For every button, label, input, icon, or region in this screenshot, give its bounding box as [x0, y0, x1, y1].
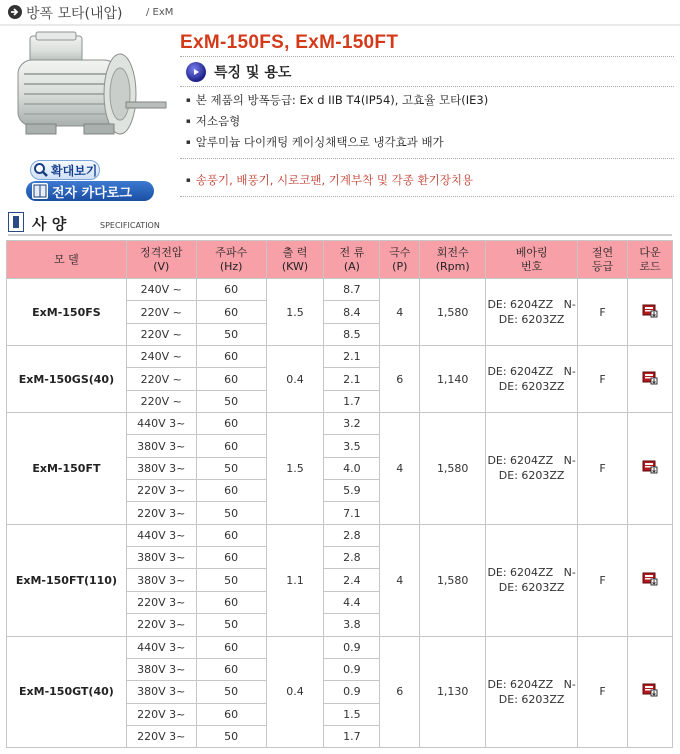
voltage-cell: 380V 3~	[126, 435, 196, 457]
frequency-cell: 50	[196, 457, 266, 479]
download-icon[interactable]	[642, 304, 658, 318]
e-catalog-label: 전자 카다로그	[52, 185, 132, 201]
column-header-unit: (V)	[153, 259, 170, 273]
current-cell: 2.1	[324, 368, 380, 390]
insulation-cell: F	[578, 279, 628, 346]
column-header-unit: 로드	[639, 259, 661, 273]
bearing-cell	[486, 346, 578, 413]
feature-item: ▪ 저소음형	[186, 113, 488, 134]
column-header-label: 출 력	[282, 245, 308, 259]
bearing-line: DE: 6203ZZ	[498, 469, 565, 483]
zoom-button-label: 확대보기	[51, 163, 98, 178]
download-icon[interactable]	[642, 683, 658, 697]
voltage-cell: 440V 3~	[126, 413, 196, 435]
model-cell: ExM-150FT	[7, 413, 127, 525]
product-image	[8, 30, 168, 170]
poles-cell: 6	[380, 346, 420, 413]
column-header-label: 주파수	[215, 245, 248, 259]
poles-cell: 4	[380, 524, 420, 636]
voltage-cell: 380V 3~	[126, 457, 196, 479]
current-cell: 3.5	[324, 435, 380, 457]
current-cell: 0.9	[324, 658, 380, 680]
bearing-cell	[486, 636, 578, 748]
e-catalog-button[interactable]	[26, 181, 154, 201]
current-cell: 5.9	[324, 480, 380, 502]
frequency-cell: 60	[196, 524, 266, 546]
frequency-cell: 60	[196, 547, 266, 569]
download-icon[interactable]	[642, 460, 658, 474]
column-header	[380, 241, 420, 279]
column-header-unit: (P)	[392, 259, 408, 273]
frequency-cell: 60	[196, 301, 266, 323]
rpm-cell: 1,580	[420, 524, 486, 636]
voltage-cell: 220V ~	[126, 323, 196, 345]
output-cell: 1.1	[266, 524, 324, 636]
voltage-cell: 220V 3~	[126, 502, 196, 524]
voltage-cell: 380V 3~	[126, 681, 196, 703]
voltage-cell: 220V 3~	[126, 725, 196, 747]
poles-cell: 4	[380, 279, 420, 346]
bearing-line: DE: 6204ZZ N-	[487, 298, 576, 312]
model-cell: ExM-150GS(40)	[7, 346, 127, 413]
download-icon[interactable]	[642, 572, 658, 586]
download-icon[interactable]	[642, 371, 658, 385]
column-header-label: 다운	[639, 245, 661, 259]
spec-title: 사 양	[32, 215, 67, 233]
frequency-cell: 60	[196, 279, 266, 301]
column-header-label: 절연	[591, 245, 614, 259]
page-header	[0, 0, 680, 26]
poles-cell: 4	[380, 413, 420, 525]
current-cell: 2.8	[324, 547, 380, 569]
bearing-cell	[486, 524, 578, 636]
current-cell: 0.9	[324, 636, 380, 658]
bearing-line: DE: 6204ZZ N-	[487, 566, 576, 580]
bearing-line: DE: 6203ZZ	[498, 380, 565, 394]
column-header-unit: (KW)	[281, 259, 309, 273]
output-cell: 1.5	[266, 279, 324, 346]
table-row	[7, 413, 673, 435]
output-cell: 0.4	[266, 346, 324, 413]
spec-title-en: SPECIFICATION	[100, 221, 160, 230]
spec-table	[6, 240, 673, 748]
bearing-line: DE: 6203ZZ	[498, 581, 565, 595]
voltage-cell: 380V 3~	[126, 569, 196, 591]
voltage-cell: 440V 3~	[126, 636, 196, 658]
breadcrumb: / ExM	[146, 7, 174, 18]
current-cell: 8.7	[324, 279, 380, 301]
model-cell: ExM-150FT(110)	[7, 524, 127, 636]
download-cell	[628, 636, 673, 748]
output-cell: 0.4	[266, 636, 324, 748]
rpm-cell: 1,130	[420, 636, 486, 748]
rpm-cell: 1,580	[420, 279, 486, 346]
zoom-button[interactable]	[30, 160, 100, 180]
current-cell: 2.1	[324, 346, 380, 368]
bearing-line: DE: 6203ZZ	[498, 692, 565, 706]
model-cell: ExM-150FS	[7, 279, 127, 346]
frequency-cell: 60	[196, 346, 266, 368]
column-header-unit: 번호	[521, 259, 543, 273]
bearing-line: DE: 6204ZZ N-	[487, 365, 576, 379]
column-header-unit: (Hz)	[219, 259, 243, 273]
column-header	[7, 241, 127, 279]
divider	[180, 86, 674, 87]
insulation-cell: F	[578, 524, 628, 636]
voltage-cell: 220V 3~	[126, 614, 196, 636]
current-cell: 3.2	[324, 413, 380, 435]
bearing-cell	[486, 413, 578, 525]
bearing-line: DE: 6204ZZ N-	[487, 454, 576, 468]
column-header-label: 정격전압	[140, 245, 183, 259]
current-cell: 4.4	[324, 591, 380, 613]
divider	[180, 56, 674, 57]
voltage-cell: 220V ~	[126, 368, 196, 390]
frequency-cell: 60	[196, 703, 266, 725]
frequency-cell: 60	[196, 368, 266, 390]
column-header-label: 회전수	[436, 245, 469, 259]
insulation-cell: F	[578, 413, 628, 525]
spec-section-header	[8, 210, 672, 236]
column-header	[324, 241, 380, 279]
rpm-cell: 1,140	[420, 346, 486, 413]
column-header	[196, 241, 266, 279]
voltage-cell: 240V ~	[126, 346, 196, 368]
current-cell: 8.5	[324, 323, 380, 345]
voltage-cell: 220V 3~	[126, 591, 196, 613]
model-cell: ExM-150GT(40)	[7, 636, 127, 748]
current-cell: 7.1	[324, 502, 380, 524]
download-cell	[628, 524, 673, 636]
frequency-cell: 50	[196, 390, 266, 412]
column-header	[126, 241, 196, 279]
table-row	[7, 279, 673, 301]
column-header-label: 극수	[389, 245, 411, 259]
column-header-label: 전 류	[339, 245, 365, 259]
book-icon	[32, 183, 48, 199]
frequency-cell: 60	[196, 658, 266, 680]
current-cell: 2.4	[324, 569, 380, 591]
column-header-unit: 등급	[591, 259, 614, 273]
frequency-cell: 50	[196, 681, 266, 703]
bearing-line: DE: 6204ZZ N-	[487, 677, 576, 691]
voltage-cell: 220V ~	[126, 301, 196, 323]
current-cell: 1.5	[324, 703, 380, 725]
table-header-row	[7, 241, 673, 279]
output-cell: 1.5	[266, 413, 324, 525]
frequency-cell: 60	[196, 413, 266, 435]
divider	[180, 196, 674, 197]
page-title: 방폭 모타(내압)	[26, 6, 123, 22]
column-header	[578, 241, 628, 279]
voltage-cell: 380V 3~	[126, 658, 196, 680]
frequency-cell: 60	[196, 480, 266, 502]
frequency-cell: 50	[196, 502, 266, 524]
current-cell: 1.7	[324, 725, 380, 747]
frequency-cell: 60	[196, 591, 266, 613]
poles-cell: 6	[380, 636, 420, 748]
column-header-unit: (A)	[343, 259, 360, 273]
features-heading-label: 특징 및 용도	[214, 65, 292, 81]
column-header	[266, 241, 324, 279]
current-cell: 4.0	[324, 457, 380, 479]
column-header	[628, 241, 673, 279]
arrow-right-icon	[8, 5, 22, 19]
download-cell	[628, 346, 673, 413]
current-cell: 8.4	[324, 301, 380, 323]
spec-marker-icon	[8, 212, 24, 232]
table-row	[7, 636, 673, 658]
insulation-cell: F	[578, 636, 628, 748]
current-cell: 2.8	[324, 524, 380, 546]
feature-item: ▪ 알루미늄 다이캐팅 케이싱채택으로 냉각효과 배가	[186, 134, 488, 155]
bullet-ball-icon	[186, 62, 206, 82]
download-cell	[628, 279, 673, 346]
feature-list	[186, 92, 488, 155]
frequency-cell: 50	[196, 569, 266, 591]
column-header	[420, 241, 486, 279]
column-header	[486, 241, 578, 279]
frequency-cell: 50	[196, 323, 266, 345]
bearing-cell	[486, 279, 578, 346]
voltage-cell: 380V 3~	[126, 547, 196, 569]
frequency-cell: 60	[196, 636, 266, 658]
feature-item: ▪ 본 제품의 방폭등급: Ex d IIB T4(IP54), 고효율 모타(IE3)	[186, 92, 488, 113]
voltage-cell: 240V ~	[126, 279, 196, 301]
voltage-cell: 440V 3~	[126, 524, 196, 546]
bearing-line: DE: 6203ZZ	[498, 313, 565, 327]
product-title: ExM-150FS, ExM-150FT	[180, 32, 399, 53]
voltage-cell: 220V 3~	[126, 480, 196, 502]
features-heading	[186, 62, 291, 82]
divider	[180, 158, 674, 159]
column-header-label: 모 델	[54, 252, 79, 266]
frequency-cell: 50	[196, 614, 266, 636]
column-header-label: 베아링	[515, 245, 548, 259]
magnifier-icon	[33, 162, 49, 178]
table-row	[7, 346, 673, 368]
voltage-cell: 220V ~	[126, 390, 196, 412]
table-row	[7, 524, 673, 546]
rpm-cell: 1,580	[420, 413, 486, 525]
current-cell: 0.9	[324, 681, 380, 703]
insulation-cell: F	[578, 346, 628, 413]
download-cell	[628, 413, 673, 525]
uses-text: ▪ 송풍기, 배풍기, 시로코팬, 기계부착 및 각종 환기장치용	[186, 172, 473, 188]
voltage-cell: 220V 3~	[126, 703, 196, 725]
frequency-cell: 50	[196, 725, 266, 747]
current-cell: 3.8	[324, 614, 380, 636]
column-header-unit: (Rpm)	[435, 259, 470, 273]
current-cell: 1.7	[324, 390, 380, 412]
frequency-cell: 60	[196, 435, 266, 457]
